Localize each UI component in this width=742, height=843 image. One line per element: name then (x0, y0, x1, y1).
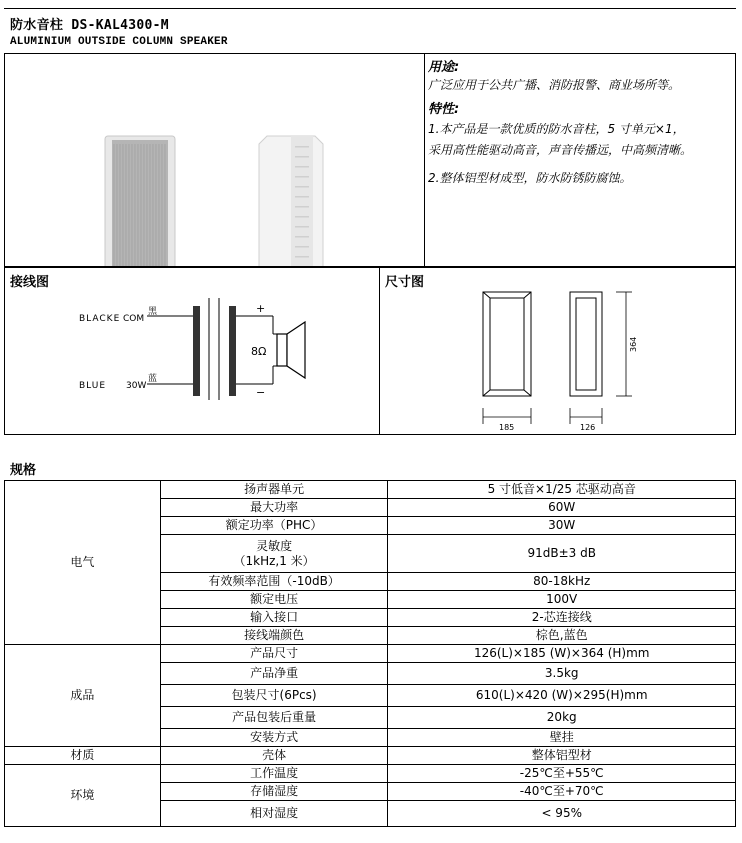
spec-value: -40℃至+70℃ (388, 783, 736, 801)
features-title: 特性: (428, 102, 460, 117)
spec-title: 规格 (10, 463, 37, 478)
spec-value: 30W (388, 517, 736, 535)
wire-label-30w: 30W (126, 381, 147, 391)
group-environment: 环境 (5, 765, 161, 827)
overview-divider (424, 54, 425, 266)
spec-value: 60W (388, 499, 736, 517)
speaker-side-view (259, 136, 323, 266)
wiring-diagram (5, 268, 379, 434)
table-row (5, 481, 736, 499)
diagram-box (4, 267, 736, 435)
spec-label: 工作温度 (160, 765, 388, 783)
group-product: 成品 (5, 645, 161, 747)
spec-label: 存储湿度 (160, 783, 388, 801)
spec-value: 20kg (388, 707, 736, 729)
table-row (5, 765, 736, 783)
product-photo (5, 54, 423, 266)
spec-label: 有效频率范围（-10dB） (160, 573, 388, 591)
dimension-drawing (380, 268, 736, 434)
spec-label: 接线端颜色 (160, 627, 388, 645)
spec-table (4, 480, 736, 827)
spec-value: 126(L)×185 (W)×364 (H)mm (388, 645, 736, 663)
minus-terminal: − (256, 386, 266, 399)
spec-value: 80-18kHz (388, 573, 736, 591)
feature-item-1-line-2: 采用高性能驱动高音，声音传播远，中高频清晰。 (428, 143, 693, 157)
dim-height: 364 (629, 336, 638, 352)
spec-label: 最大功率 (160, 499, 388, 517)
table-row (5, 747, 736, 765)
spec-label: 安装方式 (160, 729, 388, 747)
spec-label: 输入接口 (160, 609, 388, 627)
impedance-label: 8Ω (251, 345, 267, 358)
spec-label: 包装尺寸(6Pcs) (160, 685, 388, 707)
feature-item-1-line-1: 1.本产品是一款优质的防水音柱，5 寸单元×1， (428, 122, 685, 136)
spec-value: 3.5kg (388, 663, 736, 685)
usage-text: 广泛应用于公共广播、消防报警、商业场所等。 (428, 78, 681, 92)
spec-label-line-1: 灵敏度 (256, 538, 293, 553)
spec-value: 整体铝型材 (388, 747, 736, 765)
feature-item-2: 2.整体铝型材成型，防水防锈防腐蚀。 (428, 171, 632, 185)
wire-label-blue-cn: 蓝 (148, 374, 158, 384)
dim-width: 185 (499, 423, 515, 432)
spec-label: 额定功率（PHC） (160, 517, 388, 535)
spec-label: 相对湿度 (160, 801, 388, 827)
spec-label: 产品尺寸 (160, 645, 388, 663)
spec-value: 棕色,蓝色 (388, 627, 736, 645)
product-title-cn: 防水音柱 DS-KAL4300-M (10, 18, 169, 33)
speaker-symbol-icon (273, 322, 305, 378)
spec-value: 91dB±3 dB (388, 535, 736, 573)
spec-label-line-2: （1kHz,1 米） (233, 553, 315, 568)
spec-label: 额定电压 (160, 591, 388, 609)
wire-label-com: COM (123, 314, 145, 324)
product-title-en: ALUMINIUM OUTSIDE COLUMN SPEAKER (10, 36, 228, 48)
spec-label: 产品包装后重量 (160, 707, 388, 729)
top-rule (4, 8, 736, 9)
plus-terminal: + (256, 302, 266, 315)
speaker-front-view (105, 136, 175, 266)
wiring-title: 接线图 (10, 275, 50, 290)
spec-value: 2-芯连接线 (388, 609, 736, 627)
table-row (5, 645, 736, 663)
dimension-title: 尺寸图 (385, 275, 425, 290)
spec-label: 产品净重 (160, 663, 388, 685)
spec-value: 100V (388, 591, 736, 609)
spec-value: < 95% (388, 801, 736, 827)
group-electrical: 电气 (5, 481, 161, 645)
dim-depth: 126 (580, 423, 596, 432)
spec-value: 610(L)×420 (W)×295(H)mm (388, 685, 736, 707)
spec-value: -25℃至+55℃ (388, 765, 736, 783)
group-material: 材质 (5, 747, 161, 765)
wire-label-black-cn: 黑 (148, 307, 158, 317)
spec-label: 壳体 (160, 747, 388, 765)
usage-title: 用途: (428, 60, 460, 75)
spec-value: 5 寸低音×1/25 芯驱动高音 (388, 481, 736, 499)
transformer-primary (193, 306, 200, 396)
transformer-secondary (229, 306, 236, 396)
wire-label-blacke: BLACKE (79, 314, 121, 324)
spec-value: 壁挂 (388, 729, 736, 747)
spec-label: 扬声器单元 (160, 481, 388, 499)
spec-label (160, 535, 388, 573)
wire-label-blue: BLUE (79, 381, 107, 391)
